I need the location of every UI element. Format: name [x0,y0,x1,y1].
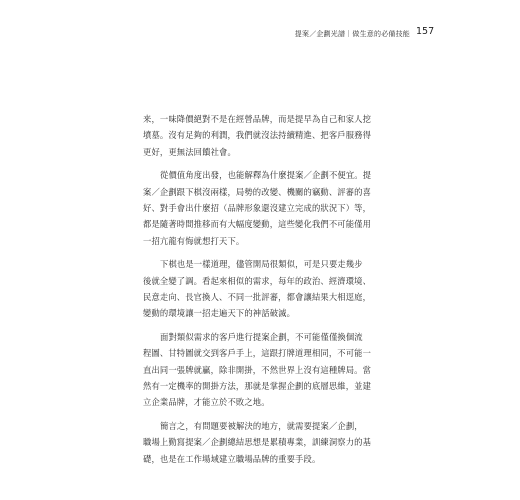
paragraph [143,111,379,160]
text-line: 職場上勤寫提案／企劃總結思想是累積專業，訓練洞察力的基 [143,437,372,448]
text-line: 一招亢龍有悔就想打天下。 [143,235,245,246]
text-line: 然有一定機率的開掛方法，那就是掌握企劃的底層思維，並建 [143,380,372,391]
text-line: 後就全變了調。看起來相似的需求，每年的政治、經濟環境、 [143,275,372,286]
text-line: 變動的環境讓一招走遍天下的神話破滅。 [143,308,296,319]
text-line: 民意走向、長官換人、不同一批評審，都會讓結果大相逕庭， [143,291,372,302]
text-line: 程圖、甘特圖就交到客戶手上，這跟打牌道理相同，不可能一 [143,348,372,359]
text-line: 面對類似需求的客戶進行提案企劃，不可能僅僅換個流 [160,332,363,343]
text-line: 從價值角度出發，也能解釋為什麼提案／企劃不便宜。提 [160,170,372,181]
text-line: 更好，更無法回饋社會。 [143,146,236,157]
paragraph [143,167,379,248]
text-line: 墳墓。沒有足夠的利潤，我們就沒法持續精進、把客戶服務得 [143,130,372,141]
paragraph [143,418,379,467]
page-number: 157 [416,26,435,37]
paragraph [143,256,379,321]
paragraph [143,329,379,410]
text-line: 来，一味降價絕對不是在經營品牌，而是提早為自己和家人挖 [143,114,372,124]
text-line: 簡言之，有問題要被解決的地方，就需要提案／企劃， [160,421,363,432]
text-line: 立企業品牌，才能立於不敗之地。 [143,397,270,408]
text-line: 都是隨著時間推移而有大幅度變動，這些變化我們不可能僅用 [143,219,372,230]
text-line: 案／企劃跟下棋沒兩樣，局勢的改變、機關的竊動、評審的喜 [143,186,372,197]
text-line: 直出同一張牌就贏，除非開掛，不然世界上沒有這種牌局。當 [143,364,372,375]
text-line: 好、對手會出什麼招（品牌形象還沒建立完成的狀況下）等， [143,202,372,213]
running-header: 提案／企劃光譜｜做生意的必備技能 [294,30,410,38]
text-line: 礎，也是在工作場域建立職場品牌的重要手段。 [143,453,321,464]
body-text [143,111,379,467]
text-line: 下棋也是一樣道理，儘管開局很類似，可是只要走幾步 [160,259,363,270]
